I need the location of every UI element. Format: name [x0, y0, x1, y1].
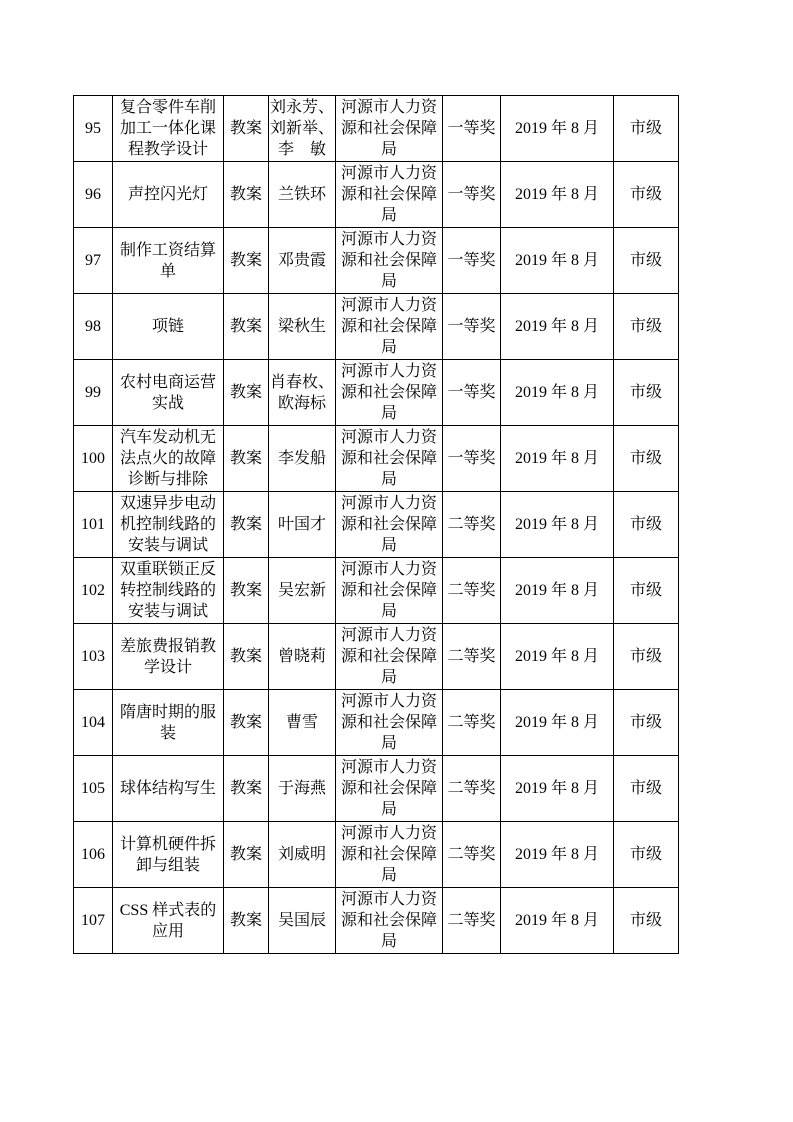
table-row: [74, 228, 679, 294]
cell-date: 2019 年 8 月: [501, 360, 614, 426]
cell-organization: 河源市人力资源和社会保障局: [336, 96, 443, 162]
cell-number: 97: [74, 228, 113, 294]
cell-level: 市级: [614, 492, 679, 558]
cell-type: 教案: [224, 96, 269, 162]
cell-organization: 河源市人力资源和社会保障局: [336, 624, 443, 690]
cell-authors: 曹雪: [269, 690, 336, 756]
cell-level: 市级: [614, 228, 679, 294]
cell-title: 双速异步电动机控制线路的安装与调试: [113, 492, 224, 558]
cell-type: 教案: [224, 558, 269, 624]
cell-number: 103: [74, 624, 113, 690]
cell-organization: 河源市人力资源和社会保障局: [336, 294, 443, 360]
cell-title: 农村电商运营实战: [113, 360, 224, 426]
cell-date: 2019 年 8 月: [501, 624, 614, 690]
table-row: [74, 822, 679, 888]
cell-level: 市级: [614, 624, 679, 690]
table-row: [74, 294, 679, 360]
cell-organization: 河源市人力资源和社会保障局: [336, 426, 443, 492]
cell-number: 98: [74, 294, 113, 360]
cell-title: 双重联锁正反转控制线路的安装与调试: [113, 558, 224, 624]
cell-type: 教案: [224, 360, 269, 426]
table-row: [74, 96, 679, 162]
cell-organization: 河源市人力资源和社会保障局: [336, 228, 443, 294]
cell-organization: 河源市人力资源和社会保障局: [336, 756, 443, 822]
cell-award: 二等奖: [443, 690, 501, 756]
cell-authors: 肖春枚、欧海标: [269, 360, 336, 426]
cell-date: 2019 年 8 月: [501, 558, 614, 624]
cell-number: 107: [74, 888, 113, 954]
cell-type: 教案: [224, 822, 269, 888]
cell-type: 教案: [224, 492, 269, 558]
cell-date: 2019 年 8 月: [501, 162, 614, 228]
cell-date: 2019 年 8 月: [501, 294, 614, 360]
cell-authors: 兰铁环: [269, 162, 336, 228]
cell-date: 2019 年 8 月: [501, 690, 614, 756]
cell-type: 教案: [224, 888, 269, 954]
cell-type: 教案: [224, 162, 269, 228]
table-row: [74, 624, 679, 690]
cell-authors: 于海燕: [269, 756, 336, 822]
cell-date: 2019 年 8 月: [501, 756, 614, 822]
cell-level: 市级: [614, 426, 679, 492]
cell-number: 96: [74, 162, 113, 228]
cell-level: 市级: [614, 294, 679, 360]
cell-award: 二等奖: [443, 558, 501, 624]
cell-number: 99: [74, 360, 113, 426]
cell-award: 一等奖: [443, 426, 501, 492]
cell-title: 隋唐时期的服装: [113, 690, 224, 756]
cell-organization: 河源市人力资源和社会保障局: [336, 558, 443, 624]
cell-organization: 河源市人力资源和社会保障局: [336, 690, 443, 756]
cell-title: 计算机硬件拆卸与组装: [113, 822, 224, 888]
cell-level: 市级: [614, 822, 679, 888]
cell-number: 106: [74, 822, 113, 888]
cell-level: 市级: [614, 96, 679, 162]
cell-award: 二等奖: [443, 624, 501, 690]
cell-date: 2019 年 8 月: [501, 492, 614, 558]
cell-authors: 吴国辰: [269, 888, 336, 954]
cell-level: 市级: [614, 888, 679, 954]
table-row: [74, 558, 679, 624]
table-row: [74, 426, 679, 492]
cell-level: 市级: [614, 162, 679, 228]
cell-level: 市级: [614, 690, 679, 756]
award-results-table: [73, 95, 679, 954]
cell-number: 95: [74, 96, 113, 162]
cell-title: 差旅费报销教学设计: [113, 624, 224, 690]
cell-title: CSS 样式表的应用: [113, 888, 224, 954]
cell-number: 102: [74, 558, 113, 624]
cell-date: 2019 年 8 月: [501, 426, 614, 492]
cell-award: 二等奖: [443, 822, 501, 888]
cell-type: 教案: [224, 228, 269, 294]
cell-date: 2019 年 8 月: [501, 228, 614, 294]
cell-award: 一等奖: [443, 162, 501, 228]
cell-date: 2019 年 8 月: [501, 888, 614, 954]
cell-award: 一等奖: [443, 96, 501, 162]
cell-organization: 河源市人力资源和社会保障局: [336, 162, 443, 228]
cell-authors: 刘永芳、刘新举、李 敏: [269, 96, 336, 162]
cell-authors: 邓贵霞: [269, 228, 336, 294]
cell-award: 二等奖: [443, 492, 501, 558]
cell-title: 复合零件车削加工一体化课程教学设计: [113, 96, 224, 162]
cell-type: 教案: [224, 690, 269, 756]
table-row: [74, 756, 679, 822]
cell-date: 2019 年 8 月: [501, 96, 614, 162]
cell-award: 一等奖: [443, 294, 501, 360]
cell-date: 2019 年 8 月: [501, 822, 614, 888]
cell-level: 市级: [614, 360, 679, 426]
cell-authors: 刘威明: [269, 822, 336, 888]
cell-organization: 河源市人力资源和社会保障局: [336, 360, 443, 426]
award-results-table-body: [74, 96, 679, 954]
cell-title: 汽车发动机无法点火的故障诊断与排除: [113, 426, 224, 492]
cell-organization: 河源市人力资源和社会保障局: [336, 888, 443, 954]
cell-title: 声控闪光灯: [113, 162, 224, 228]
cell-authors: 叶国才: [269, 492, 336, 558]
table-row: [74, 492, 679, 558]
cell-type: 教案: [224, 624, 269, 690]
cell-authors: 曾晓莉: [269, 624, 336, 690]
cell-award: 二等奖: [443, 888, 501, 954]
cell-award: 一等奖: [443, 360, 501, 426]
cell-organization: 河源市人力资源和社会保障局: [336, 822, 443, 888]
cell-type: 教案: [224, 294, 269, 360]
cell-award: 二等奖: [443, 756, 501, 822]
cell-level: 市级: [614, 756, 679, 822]
table-row: [74, 360, 679, 426]
cell-title: 球体结构写生: [113, 756, 224, 822]
cell-award: 一等奖: [443, 228, 501, 294]
cell-number: 105: [74, 756, 113, 822]
cell-type: 教案: [224, 426, 269, 492]
cell-level: 市级: [614, 558, 679, 624]
table-row: [74, 888, 679, 954]
cell-number: 100: [74, 426, 113, 492]
cell-number: 104: [74, 690, 113, 756]
cell-title: 项链: [113, 294, 224, 360]
cell-authors: 李发船: [269, 426, 336, 492]
cell-authors: 吴宏新: [269, 558, 336, 624]
cell-organization: 河源市人力资源和社会保障局: [336, 492, 443, 558]
cell-authors: 梁秋生: [269, 294, 336, 360]
cell-type: 教案: [224, 756, 269, 822]
cell-title: 制作工资结算单: [113, 228, 224, 294]
table-row: [74, 690, 679, 756]
cell-number: 101: [74, 492, 113, 558]
table-row: [74, 162, 679, 228]
